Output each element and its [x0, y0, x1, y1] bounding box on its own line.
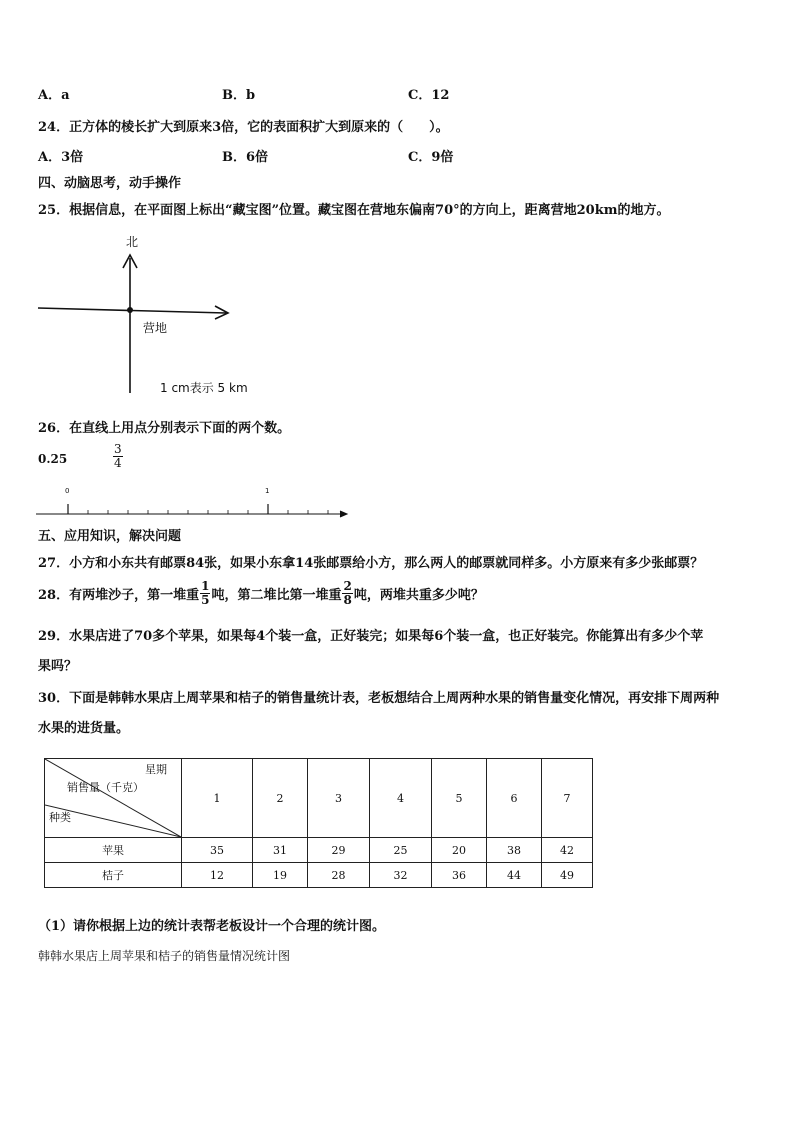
chart-title-prompt: 韩韩水果店上周苹果和桔子的销售量情况统计图 [38, 949, 291, 963]
q25-question: 25．根据信息，在平面图上标出“藏宝图”位置。藏宝图在营地东偏南70°的方向上，距离营地20km的地方。 [38, 203, 670, 218]
day-header: 3 [308, 759, 370, 838]
q28-f1-denominator: 5 [201, 593, 210, 607]
day-header: 7 [542, 759, 593, 838]
number-line-arrow [340, 511, 347, 517]
row-label-apple: 苹果 [45, 838, 182, 863]
table-cell: 20 [432, 838, 487, 863]
table-cell: 12 [182, 863, 253, 888]
sales-table [44, 758, 593, 888]
table-cell: 35 [182, 838, 253, 863]
table-corner-header [45, 759, 182, 838]
q30-sub-1: （1）请你根据上边的统计表帮老板设计一个合理的统计图。 [38, 919, 386, 934]
q28-f2-denominator: 8 [343, 593, 352, 607]
camp-label: 营地 [143, 321, 168, 335]
day-header: 4 [370, 759, 432, 838]
day-header: 6 [487, 759, 542, 838]
number-0-25: 0.25 [38, 452, 68, 466]
header-quantity-label: 销售量（千克） [67, 781, 144, 794]
tick-1-label: 1 [265, 487, 270, 495]
fraction-three-quarters [112, 443, 124, 470]
day-header: 2 [253, 759, 308, 838]
table-cell: 25 [370, 838, 432, 863]
tick-0-label: 0 [65, 487, 70, 495]
header-day-label: 星期 [145, 763, 167, 776]
q24-option-b: B．6倍 [222, 150, 269, 165]
table-cell: 28 [308, 863, 370, 888]
table-row [45, 863, 593, 888]
north-label: 北 [126, 235, 139, 249]
section-4-heading: 四、动脑思考，动手操作 [38, 176, 182, 191]
q28-f2-numerator: 2 [343, 579, 352, 593]
table-cell: 38 [487, 838, 542, 863]
number-line [36, 500, 354, 520]
q28-f1-numerator: 1 [201, 579, 210, 593]
table-cell: 19 [253, 863, 308, 888]
q23-option-c: C．12 [408, 88, 450, 103]
table-cell: 49 [542, 863, 593, 888]
table-header-row [45, 759, 593, 838]
q28-fraction-2 [342, 580, 352, 607]
q28-question [38, 580, 484, 607]
table-cell: 36 [432, 863, 487, 888]
row-label-orange: 桔子 [45, 863, 182, 888]
q26-question: 26．在直线上用点分别表示下面的两个数。 [38, 421, 291, 436]
table-row [45, 838, 593, 863]
q28-part-1: 28．有两堆沙子，第一堆重 [38, 588, 200, 603]
camp-point [127, 307, 133, 313]
table-cell: 29 [308, 838, 370, 863]
q24-option-c: C．9倍 [408, 150, 454, 165]
table-cell: 42 [542, 838, 593, 863]
q30-line-2: 水果的进货量。 [38, 721, 130, 736]
q29-line-1: 29．水果店进了70多个苹果，如果每4个装一盒，正好装完；如果每6个装一盒，也正好装完。你能算出有多少个苹 [38, 629, 704, 644]
day-header: 5 [432, 759, 487, 838]
table-cell: 44 [487, 863, 542, 888]
header-kind-label: 种类 [49, 811, 71, 824]
frac-numerator: 3 [114, 442, 122, 456]
q23-option-a: A．a [38, 88, 70, 103]
q27-question: 27．小方和小东共有邮票84张，如果小东拿14张邮票给小方，那么两人的邮票就同样多。小方原来有多少张邮票？ [38, 556, 704, 571]
q28-part-2: 吨，第二堆比第一堆重 [211, 588, 342, 603]
number-line-ticks [36, 504, 328, 514]
frac-denominator: 4 [114, 456, 122, 470]
q28-part-3: 吨，两堆共重多少吨？ [353, 588, 484, 603]
scale-label: 1 cm表示 5 km [160, 381, 248, 395]
day-header: 1 [182, 759, 253, 838]
q24-option-a: A．3倍 [38, 150, 84, 165]
q23-option-b: B．b [222, 88, 256, 103]
q28-fraction-1 [200, 580, 210, 607]
compass-figure [30, 228, 250, 396]
table-cell: 31 [253, 838, 308, 863]
table-cell: 32 [370, 863, 432, 888]
q24-question: 24．正方体的棱长扩大到原来3倍，它的表面积扩大到原来的（ ）。 [38, 120, 449, 135]
section-5-heading: 五、应用知识，解决问题 [38, 529, 182, 544]
q29-line-2: 果吗？ [38, 659, 78, 674]
q30-line-1: 30．下面是韩韩水果店上周苹果和桔子的销售量统计表，老板想结合上周两种水果的销售量变化情况，再安排下周两种 [38, 691, 720, 706]
